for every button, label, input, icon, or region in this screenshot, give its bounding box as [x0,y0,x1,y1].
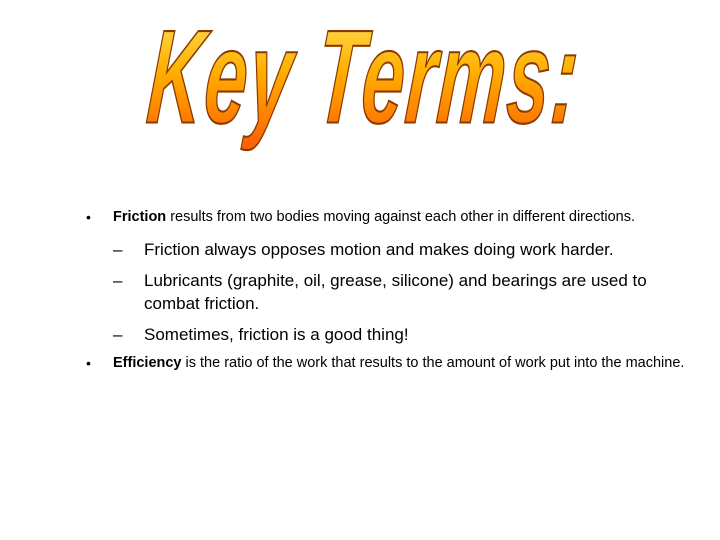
title-wordart [0,0,720,165]
subitem-friction-2 [86,269,686,315]
title-svg [0,0,720,165]
subitem-text: Friction always opposes motion and makes doing work harder. [144,240,614,259]
bullet-glyph: • [86,355,91,371]
dash-glyph: – [113,271,123,290]
term-efficiency: Efficiency [113,355,182,371]
term-friction: Friction [113,209,167,225]
content-body [86,208,686,373]
definition-efficiency: is the ratio of the work that results to the amount of work put into the machine. [181,355,685,371]
subitem-text: Lubricants (graphite, oil, grease, silicone) and bearings are used to combat friction. [144,271,647,313]
dash-glyph: – [113,325,123,344]
bullet-friction [86,208,686,227]
dash-glyph: – [113,240,123,259]
definition-friction: results from two bodies moving against each other in different directions. [166,209,635,225]
subitem-friction-1 [86,238,686,261]
bullet-glyph: • [86,209,91,225]
bullet-efficiency [86,354,686,373]
subitem-text: Sometimes, friction is a good thing! [144,325,409,344]
subitem-friction-3 [86,323,686,346]
page-title: Key Terms: [142,3,586,152]
